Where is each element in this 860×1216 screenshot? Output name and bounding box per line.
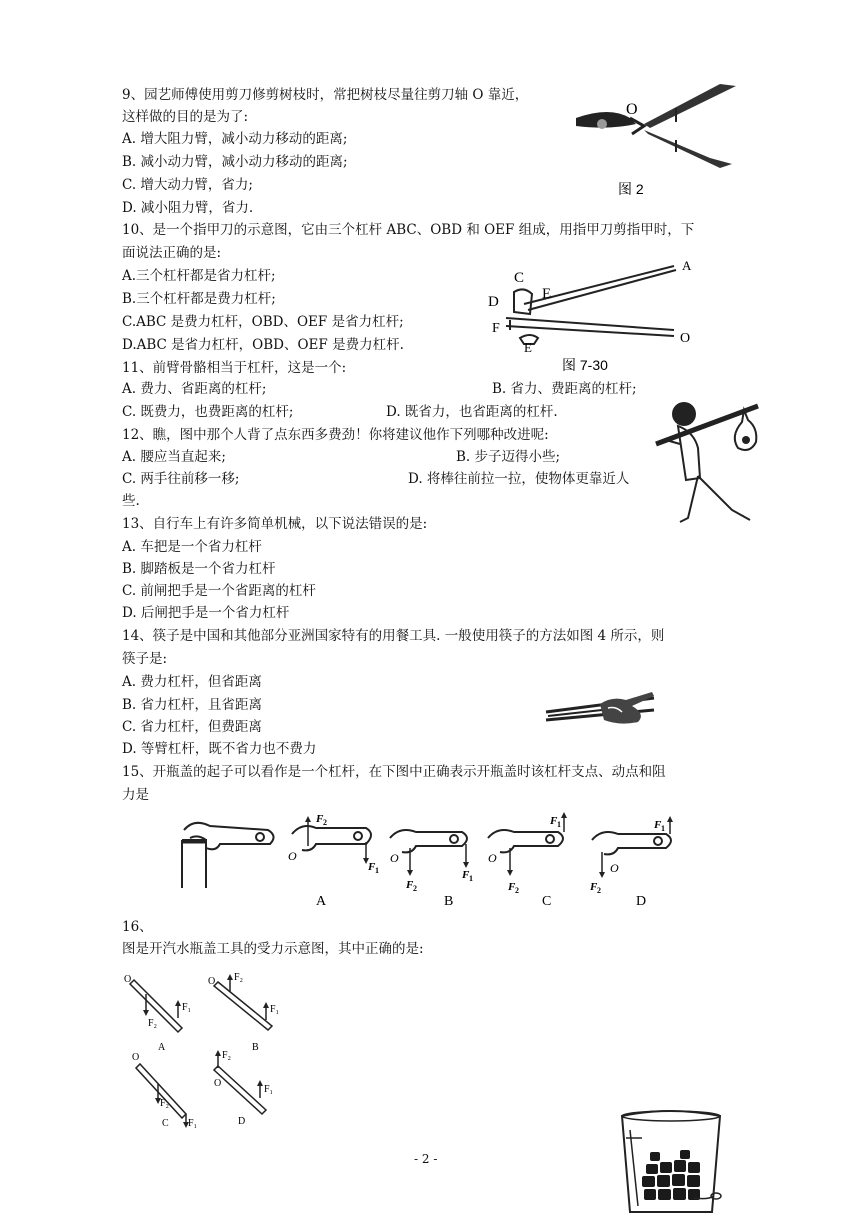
opener-option-b [390, 830, 473, 893]
q10-stem-line2: 面说法正确的是: [122, 245, 222, 261]
clipper-label-c: C [514, 270, 525, 286]
q14-option-a: A. 费力杠杆，但省距离 [122, 674, 262, 690]
q9-stem-line1: 9、园艺师傅使用剪刀修剪树枝时，常把树枝尽量往剪刀轴 O 靠近， [122, 87, 529, 103]
opener-c-o: O [488, 851, 497, 865]
q9-stem-line2: 这样做的目的是为了: [122, 109, 249, 125]
shears-caption: 图 2 [618, 181, 644, 197]
force-c-label: C [162, 1118, 169, 1129]
opener-d-f2: F [590, 881, 598, 893]
opener-a-f1: F [368, 861, 376, 873]
opener-option-c [488, 812, 567, 895]
q13-option-d: D. 后闸把手是一个省力杠杆 [122, 605, 290, 621]
q12-option-a: A. 腰应当直起来; [122, 449, 226, 465]
force-a-f2: F₂ [148, 1018, 158, 1029]
q12-stem: 12、瞧，图中那个人背了点东西多费劲！你将建议他作下列哪种改进呢: [122, 427, 549, 443]
bottle-opener-figure [176, 812, 696, 910]
q15-choice-d: D [636, 894, 647, 909]
q10-stem-line1: 10、是一个指甲刀的示意图，它由三个杠杆 ABC、OBD 和 OEF 组成，用指甲刀剪指甲时，下 [122, 222, 695, 238]
opener-d-f1-sub: 1 [661, 824, 665, 833]
force-diagram-d [214, 1050, 273, 1127]
q9-option-b: B. 减小动力臂，减小动力移动的距离; [122, 154, 348, 170]
force-b-f1: F₁ [270, 1004, 280, 1015]
q14-stem-line2: 筷子是: [122, 651, 168, 667]
bucket-figure [616, 1108, 726, 1216]
opener-c-f2: F [508, 881, 516, 893]
opener-c-f1: F [550, 815, 558, 827]
q12-option-c: C. 两手往前移一移; [122, 471, 240, 487]
force-c-f1: F₁ [188, 1118, 198, 1129]
q15-choice-b: B [444, 894, 454, 909]
opener-d-o: O [610, 861, 619, 875]
q13-option-b: B. 脚踏板是一个省力杠杆 [122, 561, 276, 577]
opener-b-f2: F [406, 879, 414, 891]
clipper-label-d: D [488, 294, 499, 310]
opener-d-f1: F [654, 819, 662, 831]
force-d-f1: F₁ [264, 1084, 274, 1095]
q9-option-c: C. 增大动力臂，省力; [122, 177, 253, 193]
q11-option-a: A. 费力、省距离的杠杆; [122, 381, 267, 397]
force-c-o: O [132, 1052, 140, 1063]
q14-option-d: D. 等臂杠杆，既不省力也不费力 [122, 741, 317, 757]
q10-option-a: A.三个杠杆都是省力杠杆; [122, 268, 276, 284]
force-b-o: O [208, 976, 216, 987]
q10-option-c: C.ABC 是费力杠杆，OBD、OEF 是省力杠杆; [122, 314, 404, 330]
q15-stem-line2: 力是 [122, 787, 149, 803]
force-c-f2: F₂ [160, 1098, 170, 1109]
q14-option-c: C. 省力杠杆，但费距离 [122, 719, 262, 735]
force-diagram-b [208, 972, 279, 1053]
q12-option-d: D. 将棒往前拉一拉，使物体更靠近人 [408, 471, 630, 487]
q15-choice-a: A [316, 894, 327, 909]
force-a-o: O [124, 974, 132, 985]
clipper-label-f: F [492, 321, 500, 336]
q9-option-d: D. 减小阻力臂，省力. [122, 200, 254, 216]
clipper-label-o: O [680, 331, 691, 346]
opener-a-f1-sub: 1 [375, 866, 379, 875]
force-b-f2: F₂ [234, 972, 244, 983]
clipper-caption: 图 7-30 [562, 357, 608, 373]
clipper-label-e2: E [524, 340, 532, 355]
clipper-label-a: A [682, 258, 692, 273]
q13-stem: 13、自行车上有许多简单机械，以下说法错误的是: [122, 516, 428, 532]
q10-option-b: B.三个杠杆都是费力杠杆; [122, 291, 276, 307]
q11-stem: 11、前臂骨骼相当于杠杆，这是一个: [122, 360, 347, 376]
q11-option-c: C. 既费力，也费距离的杠杆; [122, 404, 294, 420]
force-diagram-a [124, 974, 191, 1053]
opener-b-o: O [390, 851, 399, 865]
force-d-label: D [238, 1116, 246, 1127]
q13-option-c: C. 前闸把手是一个省距离的杠杆 [122, 583, 316, 599]
clipper-label-e1: E [542, 286, 552, 302]
shears-label-o: O [626, 101, 638, 118]
opener-d-f2-sub: 2 [597, 886, 601, 895]
opener-option-d [589, 816, 673, 895]
q15-stem-line1: 15、开瓶盖的起子可以看作是一个杠杆，在下图中正确表示开瓶盖时该杠杆支点、动点和阻 [122, 764, 666, 780]
force-a-f1: F₁ [182, 1002, 192, 1013]
nail-clipper-figure [484, 258, 706, 376]
force-diagram-c [132, 1052, 197, 1129]
opener-on-bottle [182, 823, 274, 888]
q14-option-b: B. 省力杠杆，且省距离 [122, 697, 263, 713]
carrying-man-figure [654, 392, 764, 524]
opener-a-f2: F [316, 813, 324, 825]
lever-force-figure [120, 968, 292, 1130]
force-d-f2: F₂ [222, 1050, 232, 1061]
q11-option-d: D. 既省力，也省距离的杠杆. [386, 404, 558, 420]
opener-b-f1: F [462, 869, 470, 881]
q16-number: 16、 [122, 919, 153, 935]
chopsticks-figure [542, 690, 664, 730]
opener-option-a [288, 813, 379, 875]
q15-choice-c: C [542, 894, 552, 909]
q13-option-a: A. 车把是一个省力杠杆 [122, 539, 262, 555]
opener-c-f1-sub: 1 [557, 820, 561, 829]
opener-b-f1-sub: 1 [469, 874, 473, 883]
q16-stem: 图是开汽水瓶盖工具的受力示意图，其中正确的是: [122, 941, 424, 957]
opener-a-f2-sub: 2 [323, 818, 327, 827]
page-number: - 2 - [414, 1152, 438, 1166]
opener-c-f2-sub: 2 [515, 886, 519, 895]
q12-option-d-cont: 些. [122, 493, 140, 509]
q11-option-b: B. 省力、费距离的杠杆; [492, 381, 637, 397]
q9-option-a: A. 增大阻力臂，减小动力移动的距离; [122, 131, 348, 147]
opener-a-o: O [288, 849, 297, 863]
opener-b-f2-sub: 2 [413, 884, 417, 893]
force-a-label: A [158, 1042, 166, 1053]
q12-option-b: B. 步子迈得小些; [456, 449, 561, 465]
force-b-label: B [252, 1042, 259, 1053]
shears-figure [570, 78, 742, 202]
q10-option-d: D.ABC 是省力杠杆，OBD、OEF 是费力杠杆. [122, 337, 404, 353]
q14-stem-line1: 14、筷子是中国和其他部分亚洲国家特有的用餐工具. 一般使用筷子的方法如图 4 所示，则 [122, 628, 665, 644]
force-d-o: O [214, 1078, 222, 1089]
